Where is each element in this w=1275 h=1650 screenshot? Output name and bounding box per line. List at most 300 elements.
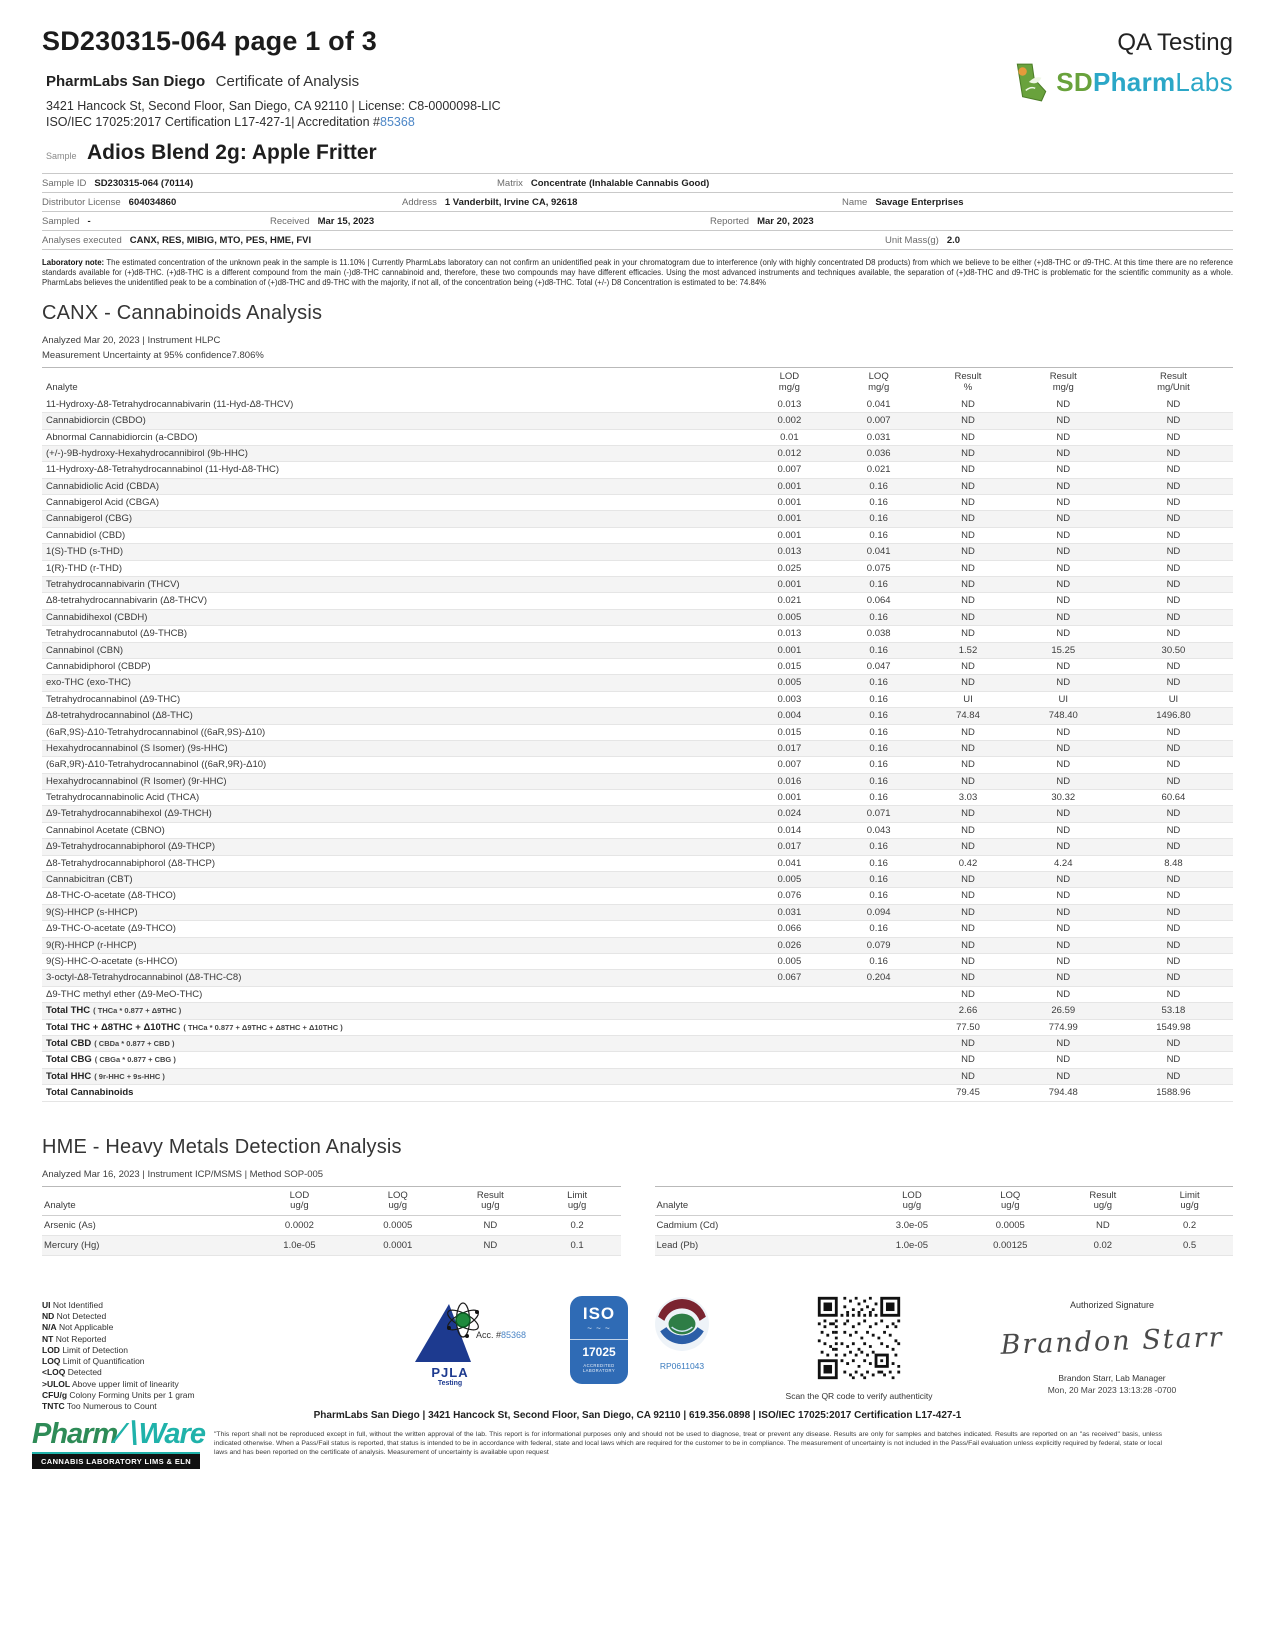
- pharmware-part2: Ware: [138, 1418, 205, 1450]
- result-mg-cell: ND: [1013, 839, 1114, 855]
- result-unit-cell: ND: [1114, 462, 1233, 478]
- metal-loq-cell: 0.0005: [349, 1216, 447, 1236]
- info-row: [42, 193, 1233, 212]
- lod-cell: 0.016: [745, 773, 834, 789]
- analyte-cell: Total CBG ( CBGa * 0.877 + CBG ): [42, 1052, 745, 1068]
- analyte-cell: Tetrahydrocannabutol (Δ9-THCB): [42, 626, 745, 642]
- canx-row: [42, 773, 1233, 789]
- result-unit-cell: 30.50: [1114, 642, 1233, 658]
- lod-cell: 0.004: [745, 708, 834, 724]
- analyte-cell: Tetrahydrocannabinolic Acid (THCA): [42, 790, 745, 806]
- canx-row: [42, 1068, 1233, 1084]
- analyte-cell: exo-THC (exo-THC): [42, 675, 745, 691]
- pharmware-wave-icon: ∕∖: [117, 1418, 139, 1450]
- result-unit-cell: 1588.96: [1114, 1085, 1233, 1101]
- result-pct-cell: ND: [923, 757, 1012, 773]
- iso-label: ISO: [582, 1304, 616, 1323]
- result-mg-cell: ND: [1013, 593, 1114, 609]
- page-title: SD230315-064 page 1 of 3: [42, 26, 377, 56]
- metal-limit-cell: 0.2: [534, 1216, 621, 1236]
- loq-cell: 0.038: [834, 626, 923, 642]
- analyte-cell: Cannabinol (CBN): [42, 642, 745, 658]
- result-pct-cell: ND: [923, 970, 1012, 986]
- result-pct-cell: ND: [923, 609, 1012, 625]
- info-row: [42, 212, 1233, 231]
- result-unit-cell: ND: [1114, 626, 1233, 642]
- result-mg-cell: ND: [1013, 413, 1114, 429]
- result-mg-cell: ND: [1013, 609, 1114, 625]
- metal-limit-cell: 0.5: [1146, 1236, 1233, 1256]
- loq-cell: 0.043: [834, 822, 923, 838]
- canx-row: [42, 593, 1233, 609]
- address-field: Address 1 Vanderbilt, Irvine CA, 92618: [402, 196, 578, 208]
- result-mg-cell: 748.40: [1013, 708, 1114, 724]
- metal-limit-cell: 0.1: [534, 1236, 621, 1256]
- lab-name: PharmLabs San Diego: [46, 73, 206, 90]
- pharmlabs-leaf-icon: [1010, 61, 1052, 103]
- loq-cell: 0.075: [834, 560, 923, 576]
- lod-cell: 0.031: [745, 904, 834, 920]
- result-unit-cell: ND: [1114, 904, 1233, 920]
- canx-row: [42, 937, 1233, 953]
- result-pct-cell: ND: [923, 478, 1012, 494]
- loq-cell: [834, 1003, 923, 1019]
- result-mg-cell: ND: [1013, 429, 1114, 445]
- canx-row: [42, 462, 1233, 478]
- canx-row: [42, 691, 1233, 707]
- canx-header-row: [42, 367, 1233, 396]
- name-field: Name Savage Enterprises: [842, 196, 964, 208]
- result-mg-cell: ND: [1013, 904, 1114, 920]
- canx-row: [42, 577, 1233, 593]
- result-unit-cell: 1549.98: [1114, 1019, 1233, 1035]
- canx-row: [42, 724, 1233, 740]
- result-unit-cell: 8.48: [1114, 855, 1233, 871]
- analyte-cell: Δ8-Tetrahydrocannabiphorol (Δ8-THCP): [42, 855, 745, 871]
- result-pct-cell: 3.03: [923, 790, 1012, 806]
- result-mg-cell: ND: [1013, 806, 1114, 822]
- canx-row: [42, 790, 1233, 806]
- result-pct-cell: ND: [923, 839, 1012, 855]
- signature-datetime: Mon, 20 Mar 2023 13:13:28 -0700: [1047, 1385, 1177, 1395]
- result-unit-cell: ND: [1114, 937, 1233, 953]
- result-pct-cell: ND: [923, 822, 1012, 838]
- result-pct-cell: ND: [923, 658, 1012, 674]
- result-mg-cell: ND: [1013, 724, 1114, 740]
- result-pct-cell: ND: [923, 872, 1012, 888]
- result-pct-cell: ND: [923, 560, 1012, 576]
- lod-cell: 0.001: [745, 511, 834, 527]
- result-unit-cell: ND: [1114, 658, 1233, 674]
- pjla-acc-number-link[interactable]: 85368: [501, 1330, 527, 1340]
- loq-cell: [834, 1019, 923, 1035]
- loq-cell: 0.16: [834, 609, 923, 625]
- loq-cell: 0.204: [834, 970, 923, 986]
- metal-loq-cell: 0.00125: [961, 1236, 1059, 1256]
- canx-row: [42, 642, 1233, 658]
- lod-cell: 0.013: [745, 397, 834, 413]
- result-pct-cell: 77.50: [923, 1019, 1012, 1035]
- lod-cell: 0.001: [745, 577, 834, 593]
- hme-row: [42, 1236, 621, 1256]
- result-pct-cell: ND: [923, 413, 1012, 429]
- analyte-cell: Δ8-tetrahydrocannabinol (Δ8-THC): [42, 708, 745, 724]
- lod-cell: 0.017: [745, 839, 834, 855]
- canx-analyzed-line: Analyzed Mar 20, 2023 | Instrument HLPC: [42, 334, 221, 346]
- hme-header-row: Analyte LOD ug/g LOQ ug/g Result ug/g Limit ug/g: [42, 1186, 621, 1216]
- analyte-cell: Cannabidiorcin (CBDO): [42, 413, 745, 429]
- qa-testing-label: QA Testing: [1117, 29, 1233, 56]
- metal-analyte-cell: Cadmium (Cd): [655, 1216, 863, 1236]
- sample-info-table: [42, 173, 1233, 250]
- loq-cell: 0.16: [834, 577, 923, 593]
- hme-section-title: HME - Heavy Metals Detection Analysis: [42, 1135, 402, 1158]
- analyte-cell: Cannabigerol Acid (CBGA): [42, 495, 745, 511]
- result-pct-cell: ND: [923, 1068, 1012, 1084]
- analyte-cell: (6aR,9S)-Δ10-Tetrahydrocannabinol ((6aR,9S)-Δ10): [42, 724, 745, 740]
- metal-loq-cell: 0.0001: [349, 1236, 447, 1256]
- result-unit-cell: ND: [1114, 888, 1233, 904]
- result-pct-cell: ND: [923, 593, 1012, 609]
- analyte-cell: 9(S)-HHCP (s-HHCP): [42, 904, 745, 920]
- cert-text: ISO/IEC 17025:2017 Certification L17-427-1| Accreditation #: [46, 115, 381, 130]
- authorized-signature-label: Authorized Signature: [1069, 1300, 1155, 1310]
- lod-cell: 0.007: [745, 462, 834, 478]
- loq-cell: 0.16: [834, 675, 923, 691]
- canx-row: [42, 1019, 1233, 1035]
- canx-row: [42, 904, 1233, 920]
- legend-item: N/A Not Applicable: [42, 1322, 114, 1333]
- pharmware-logo: [32, 1418, 205, 1469]
- analyte-cell: Δ9-Tetrahydrocannabihexol (Δ9-THCH): [42, 806, 745, 822]
- result-pct-cell: ND: [923, 626, 1012, 642]
- result-mg-cell: 774.99: [1013, 1019, 1114, 1035]
- canx-row: [42, 1085, 1233, 1101]
- legend-item: NT Not Reported: [42, 1333, 107, 1344]
- loq-cell: 0.094: [834, 904, 923, 920]
- result-mg-cell: 15.25: [1013, 642, 1114, 658]
- loq-cell: 0.021: [834, 462, 923, 478]
- canx-row: [42, 626, 1233, 642]
- result-mg-cell: ND: [1013, 495, 1114, 511]
- signer-name-title: Brandon Starr, Lab Manager: [1058, 1373, 1166, 1383]
- lod-cell: 0.067: [745, 970, 834, 986]
- result-unit-cell: ND: [1114, 577, 1233, 593]
- analyte-cell: Δ9-THC-O-acetate (Δ9-THCO): [42, 921, 745, 937]
- disclaimer-text: "This report shall not be reproduced except in full, without the written approval of the lab. This report is for informational purposes only and should not be used to diagnose, treat or prevent any disease. Results are only for samples and batches indicated. Results are reported on an "as received" basis, unless indicated otherwise. When a Pass/Fail status is reported, that status is intended to be in accordance with federal, state and local laws which are required for the customer to be in compliance. The measurement of uncertainty is not included in the Pass/Fail evaluation unless explicitly required by federal, state or local laws and has been reported on the certificate of analysis. Measurement of uncertainty is available upon request: [214, 1431, 1162, 1457]
- canx-row: [42, 1035, 1233, 1051]
- result-mg-cell: ND: [1013, 511, 1114, 527]
- analyte-cell: 9(R)-HHCP (r-HHCP): [42, 937, 745, 953]
- result-mg-cell: 30.32: [1013, 790, 1114, 806]
- legend-item: LOD Limit of Detection: [42, 1344, 128, 1355]
- result-pct-cell: ND: [923, 954, 1012, 970]
- result-unit-cell: ND: [1114, 872, 1233, 888]
- qr-caption: Scan the QR code to verify authenticity: [785, 1391, 933, 1401]
- legend-item: ND Not Detected: [42, 1311, 107, 1322]
- result-unit-cell: 53.18: [1114, 1003, 1233, 1019]
- metal-result-cell: ND: [447, 1236, 534, 1256]
- col-loq: LOQ mg/g: [834, 367, 923, 396]
- metal-analyte-cell: Lead (Pb): [655, 1236, 863, 1256]
- result-unit-cell: ND: [1114, 495, 1233, 511]
- col-result-pct: Result %: [923, 367, 1012, 396]
- legend-item: LOQ Limit of Quantification: [42, 1356, 145, 1367]
- result-pct-cell: ND: [923, 445, 1012, 461]
- hme-analyzed-line: Analyzed Mar 16, 2023 | Instrument ICP/MSMS | Method SOP-005: [42, 1168, 324, 1180]
- result-unit-cell: ND: [1114, 954, 1233, 970]
- result-unit-cell: UI: [1114, 691, 1233, 707]
- col-result-mg: Result mg/g: [1013, 367, 1114, 396]
- analyte-cell: 3-octyl-Δ8-Tetrahydrocannabinol (Δ8-THC-C8): [42, 970, 745, 986]
- loq-cell: [834, 1068, 923, 1084]
- iso-sub-label: ACCREDITED LABORATORY: [582, 1363, 616, 1373]
- result-mg-cell: ND: [1013, 462, 1114, 478]
- result-pct-cell: ND: [923, 577, 1012, 593]
- hme-header-row: Analyte LOD ug/g LOQ ug/g Result ug/g Limit ug/g: [655, 1186, 1234, 1216]
- heavy-metals-tables: [42, 1186, 1233, 1257]
- canx-row: [42, 806, 1233, 822]
- loq-cell: 0.16: [834, 773, 923, 789]
- result-pct-cell: ND: [923, 986, 1012, 1002]
- lod-cell: 0.015: [745, 724, 834, 740]
- sample-id-field: Sample ID SD230315-064 (70114): [42, 177, 194, 189]
- result-mg-cell: ND: [1013, 478, 1114, 494]
- pjla-label: PJLA: [431, 1365, 469, 1380]
- heavy-metals-table-left: [42, 1186, 621, 1257]
- metal-analyte-cell: Arsenic (As): [42, 1216, 250, 1236]
- result-mg-cell: ND: [1013, 1052, 1114, 1068]
- result-unit-cell: ND: [1114, 986, 1233, 1002]
- result-pct-cell: ND: [923, 740, 1012, 756]
- result-unit-cell: ND: [1114, 757, 1233, 773]
- analyte-cell: Cannabidiol (CBD): [42, 527, 745, 543]
- lod-cell: [745, 1003, 834, 1019]
- lod-cell: 0.014: [745, 822, 834, 838]
- result-mg-cell: ND: [1013, 445, 1114, 461]
- result-mg-cell: ND: [1013, 757, 1114, 773]
- result-unit-cell: ND: [1114, 593, 1233, 609]
- result-pct-cell: ND: [923, 462, 1012, 478]
- canx-row: [42, 888, 1233, 904]
- canx-row: [42, 855, 1233, 871]
- loq-cell: 0.16: [834, 790, 923, 806]
- canx-row: [42, 658, 1233, 674]
- lod-cell: [745, 1035, 834, 1051]
- metal-result-cell: ND: [1059, 1216, 1146, 1236]
- analyte-cell: (6aR,9R)-Δ10-Tetrahydrocannabinol ((6aR,9R)-Δ10): [42, 757, 745, 773]
- seal-code-link[interactable]: RP0611043: [659, 1361, 705, 1371]
- result-mg-cell: ND: [1013, 675, 1114, 691]
- unit-mass-field: Unit Mass(g) 2.0: [885, 234, 961, 246]
- result-mg-cell: ND: [1013, 658, 1114, 674]
- loq-cell: [834, 1085, 923, 1101]
- matrix-field: Matrix Concentrate (Inhalable Cannabis Good): [497, 177, 710, 189]
- lod-cell: [745, 1052, 834, 1068]
- analyte-cell: Total Cannabinoids: [42, 1085, 745, 1101]
- result-unit-cell: ND: [1114, 609, 1233, 625]
- result-unit-cell: ND: [1114, 478, 1233, 494]
- result-mg-cell: ND: [1013, 544, 1114, 560]
- canx-row: [42, 822, 1233, 838]
- metal-result-cell: ND: [447, 1216, 534, 1236]
- heavy-metals-table-right: [655, 1186, 1234, 1257]
- analyte-cell: Cannabigerol (CBG): [42, 511, 745, 527]
- analyte-cell: 11-Hydroxy-Δ8-Tetrahydrocannabinol (11-Hyd-Δ8-THC): [42, 462, 745, 478]
- info-row: [42, 231, 1233, 250]
- result-mg-cell: UI: [1013, 691, 1114, 707]
- legend-item: TNTC Too Numerous to Count: [42, 1400, 157, 1411]
- loq-cell: 0.16: [834, 478, 923, 494]
- col-result-unit: Result mg/Unit: [1114, 367, 1233, 396]
- pharmware-tagline: CANNABIS LABORATORY LIMS & ELN: [32, 1452, 200, 1469]
- result-mg-cell: ND: [1013, 527, 1114, 543]
- loq-cell: 0.007: [834, 413, 923, 429]
- result-unit-cell: ND: [1114, 822, 1233, 838]
- result-pct-cell: ND: [923, 429, 1012, 445]
- loq-cell: 0.071: [834, 806, 923, 822]
- result-pct-cell: ND: [923, 724, 1012, 740]
- col-lod: LOD mg/g: [745, 367, 834, 396]
- analyte-cell: Total THC + Δ8THC + Δ10THC ( THCa * 0.877 + Δ9THC + Δ8THC + Δ10THC ): [42, 1019, 745, 1035]
- result-mg-cell: 794.48: [1013, 1085, 1114, 1101]
- sample-row: [42, 141, 1233, 165]
- result-pct-cell: 2.66: [923, 1003, 1012, 1019]
- canx-row: [42, 1052, 1233, 1068]
- result-pct-cell: ND: [923, 397, 1012, 413]
- loq-cell: 0.16: [834, 839, 923, 855]
- result-unit-cell: ND: [1114, 397, 1233, 413]
- pharmware-part1: Pharm: [32, 1418, 118, 1450]
- canx-row: [42, 921, 1233, 937]
- loq-cell: 0.16: [834, 691, 923, 707]
- qr-block: [784, 1294, 934, 1401]
- analyte-cell: 1(S)-THD (s-THD): [42, 544, 745, 560]
- loq-cell: 0.16: [834, 855, 923, 871]
- lod-cell: 0.013: [745, 544, 834, 560]
- canx-row: [42, 495, 1233, 511]
- result-mg-cell: ND: [1013, 1035, 1114, 1051]
- result-pct-cell: 1.52: [923, 642, 1012, 658]
- analyte-cell: Δ9-THC methyl ether (Δ9-MeO-THC): [42, 986, 745, 1002]
- analyte-cell: Hexahydrocannabinol (R Isomer) (9r-HHC): [42, 773, 745, 789]
- lod-cell: 0.001: [745, 478, 834, 494]
- canx-section-title: CANX - Cannabinoids Analysis: [42, 301, 323, 324]
- result-unit-cell: ND: [1114, 429, 1233, 445]
- sample-label: Sample: [46, 150, 77, 161]
- result-mg-cell: ND: [1013, 740, 1114, 756]
- result-mg-cell: ND: [1013, 577, 1114, 593]
- result-pct-cell: 79.45: [923, 1085, 1012, 1101]
- lod-cell: 0.041: [745, 855, 834, 871]
- canx-row: [42, 757, 1233, 773]
- result-pct-cell: ND: [923, 888, 1012, 904]
- lod-cell: 0.001: [745, 495, 834, 511]
- canx-row: [42, 708, 1233, 724]
- loq-cell: 0.036: [834, 445, 923, 461]
- result-unit-cell: ND: [1114, 445, 1233, 461]
- accreditation-number-link[interactable]: 85368: [380, 115, 415, 130]
- canx-row: [42, 445, 1233, 461]
- pjla-accreditation-number: Acc. #85368: [476, 1330, 527, 1340]
- legend-item: CFU/g Colony Forming Units per 1 gram: [42, 1389, 195, 1400]
- sample-name: Adios Blend 2g: Apple Fritter: [86, 140, 377, 164]
- loq-cell: 0.064: [834, 593, 923, 609]
- metal-lod-cell: 1.0e-05: [863, 1236, 961, 1256]
- metal-analyte-cell: Mercury (Hg): [42, 1236, 250, 1256]
- lab-header: [42, 66, 1233, 131]
- analyte-cell: (+/-)-9B-hydroxy-Hexahydrocannibirol (9b-HHC): [42, 445, 745, 461]
- lod-cell: [745, 986, 834, 1002]
- loq-cell: 0.031: [834, 429, 923, 445]
- lod-cell: 0.005: [745, 954, 834, 970]
- title-row: [42, 26, 1233, 57]
- canx-row: [42, 560, 1233, 576]
- metal-lod-cell: 3.0e-05: [863, 1216, 961, 1236]
- pjla-sub-label: Testing: [437, 1380, 463, 1387]
- canx-row: [42, 527, 1233, 543]
- metal-lod-cell: 1.0e-05: [250, 1236, 348, 1256]
- loq-cell: 0.16: [834, 527, 923, 543]
- lod-cell: 0.001: [745, 790, 834, 806]
- laboratory-note-text: The estimated concentration of the unknown peak in the sample is 11.10% | Currently PharmLabs laboratory can not confirm an unidentified peak in your chromatogram due to interference (only with highly concentrated D8 products) from which we believe to be either (+)d8-THC or d9-THC. At this time there are no reference standards available for (+)d8-THC. (+)d8-THC is a different compound from the main (-)d8-THC cannabinoid and, therefore, these two compounds may have different efficacies. Using the most advanced instruments and techniques available, the separation of (+)d8-THC and d9-THC is problematic for the scientific community as a whole. PharmLabs believes the unidentified peak to be a combination of (+)d8-THC and d9-THC with the majority, if not all, of the concentration being (+)d8-THC. Total (+/-) D8 Concentration is estimated to be: 74.84%: [42, 257, 1234, 287]
- result-unit-cell: ND: [1114, 724, 1233, 740]
- lod-cell: 0.026: [745, 937, 834, 953]
- canx-row: [42, 511, 1233, 527]
- canx-row: [42, 872, 1233, 888]
- lod-cell: 0.025: [745, 560, 834, 576]
- analyte-cell: Δ8-tetrahydrocannabivarin (Δ8-THCV): [42, 593, 745, 609]
- loq-cell: 0.047: [834, 658, 923, 674]
- result-pct-cell: UI: [923, 691, 1012, 707]
- lod-cell: [745, 1019, 834, 1035]
- result-mg-cell: ND: [1013, 937, 1114, 953]
- col-analyte: Analyte: [42, 367, 745, 396]
- loq-cell: 0.16: [834, 642, 923, 658]
- result-unit-cell: ND: [1114, 413, 1233, 429]
- lod-cell: 0.076: [745, 888, 834, 904]
- footer-address-line: PharmLabs San Diego | 3421 Hancock St, Second Floor, San Diego, CA 92110 | 619.356.0898 | ISO/IEC 17025:2017 Certification L17-427-1: [313, 1410, 962, 1421]
- laboratory-note-label: Laboratory note:: [42, 257, 105, 267]
- result-unit-cell: 1496.80: [1114, 708, 1233, 724]
- result-mg-cell: ND: [1013, 872, 1114, 888]
- analyte-cell: 9(S)-HHC-O-acetate (s-HHCO): [42, 954, 745, 970]
- canx-row: [42, 740, 1233, 756]
- signature-block: [972, 1300, 1252, 1395]
- lod-cell: 0.001: [745, 642, 834, 658]
- analyte-cell: Abnormal Cannabidiorcin (a-CBDO): [42, 429, 745, 445]
- result-unit-cell: ND: [1114, 740, 1233, 756]
- hme-row: [655, 1236, 1234, 1256]
- result-mg-cell: 4.24: [1013, 855, 1114, 871]
- lod-cell: 0.005: [745, 675, 834, 691]
- result-mg-cell: ND: [1013, 626, 1114, 642]
- canx-row: [42, 413, 1233, 429]
- result-pct-cell: ND: [923, 1035, 1012, 1051]
- lod-cell: 0.005: [745, 609, 834, 625]
- received-field: Received Mar 15, 2023: [270, 215, 375, 227]
- loq-cell: 0.16: [834, 757, 923, 773]
- lod-cell: 0.005: [745, 872, 834, 888]
- result-unit-cell: ND: [1114, 1052, 1233, 1068]
- analyte-cell: Cannabidihexol (CBDH): [42, 609, 745, 625]
- analyte-cell: Cannabidiphorol (CBDP): [42, 658, 745, 674]
- metal-loq-cell: 0.0005: [961, 1216, 1059, 1236]
- hme-row: [42, 1216, 621, 1236]
- lod-cell: 0.024: [745, 806, 834, 822]
- analyte-cell: Tetrahydrocannabivarin (THCV): [42, 577, 745, 593]
- analyte-cell: Total THC ( THCa * 0.877 + Δ9THC ): [42, 1003, 745, 1019]
